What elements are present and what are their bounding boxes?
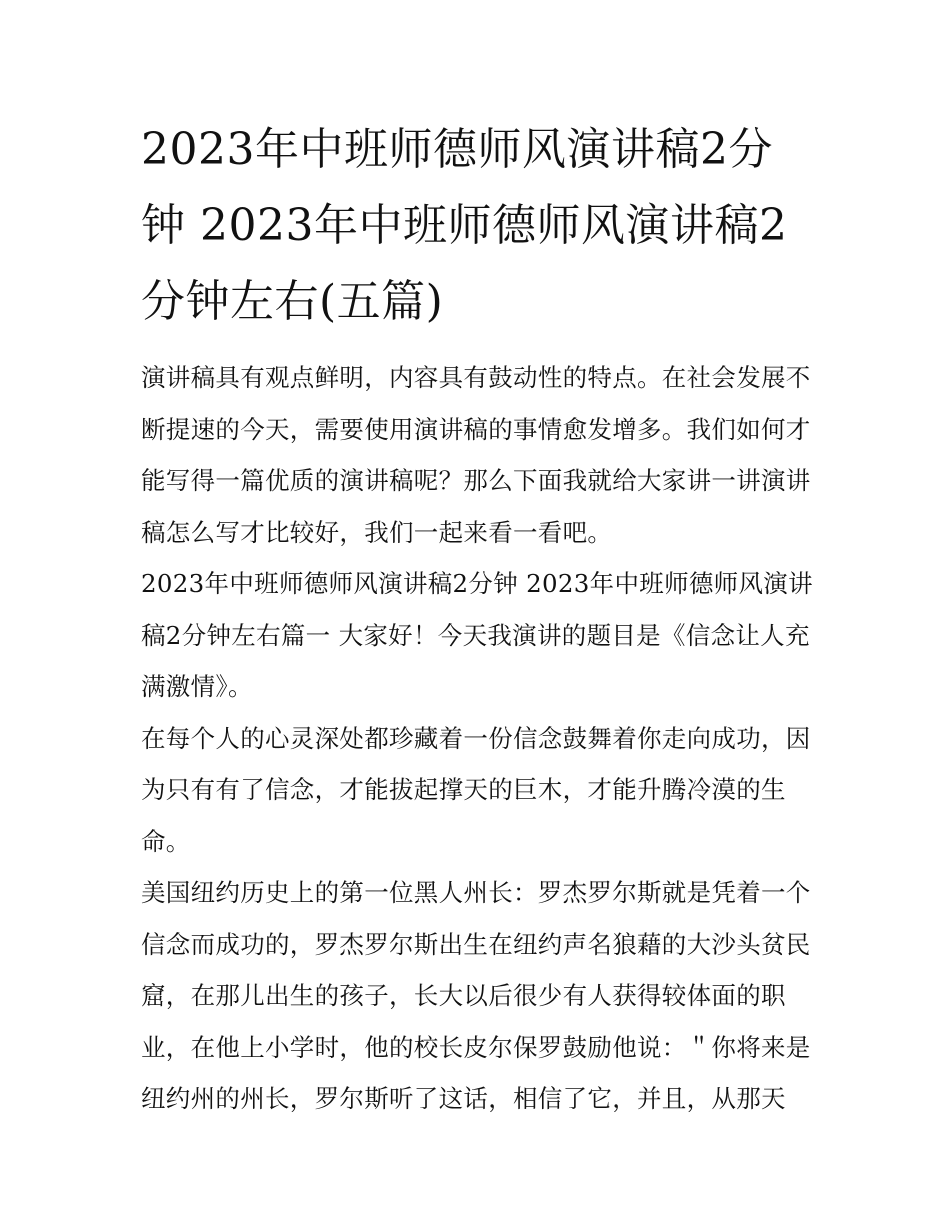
- document-title: 2023年中班师德师风演讲稿2分钟 2023年中班师德师风演讲稿2分钟左右(五篇): [141, 124, 788, 327]
- paragraph-heading-one: 2023年中班师德师风演讲稿2分钟 2023年中班师德师风演讲稿2分钟左右篇一 大家好！今天我演讲的题目是《信念让人充满激情》。: [141, 569, 813, 701]
- paragraph-belief: 在每个人的心灵深处都珍藏着一份信念鼓舞着你走向成功，因为只有有了信念，才能拔起撑天的巨木，才能升腾冷漠的生命。: [141, 723, 811, 856]
- paragraph-story: 美国纽约历史上的第一位黑人州长：罗杰罗尔斯就是凭着一个信念而成功的，罗杰罗尔斯出生在纽约声名狼藉的大沙头贫民窟，在那儿出生的孩子，长大以后很少有人获得较体面的职业，在他上小学时，他的校长皮尔保罗鼓励他说：＂你将来是纽约州的州长，罗尔斯听了这话，相信了它，并且，从那天: [141, 878, 811, 1113]
- document-page: [141, 112, 813, 1125]
- paragraph-intro: 演讲稿具有观点鲜明，内容具有鼓动性的特点。在社会发展不断提速的今天，需要使用演讲稿的事情愈发增多。我们如何才能写得一篇优质的演讲稿呢？那么下面我就给大家讲一讲演讲稿怎么写才比较好，我们一起来看一看吧。: [141, 363, 811, 547]
- document-body: [141, 352, 813, 1125]
